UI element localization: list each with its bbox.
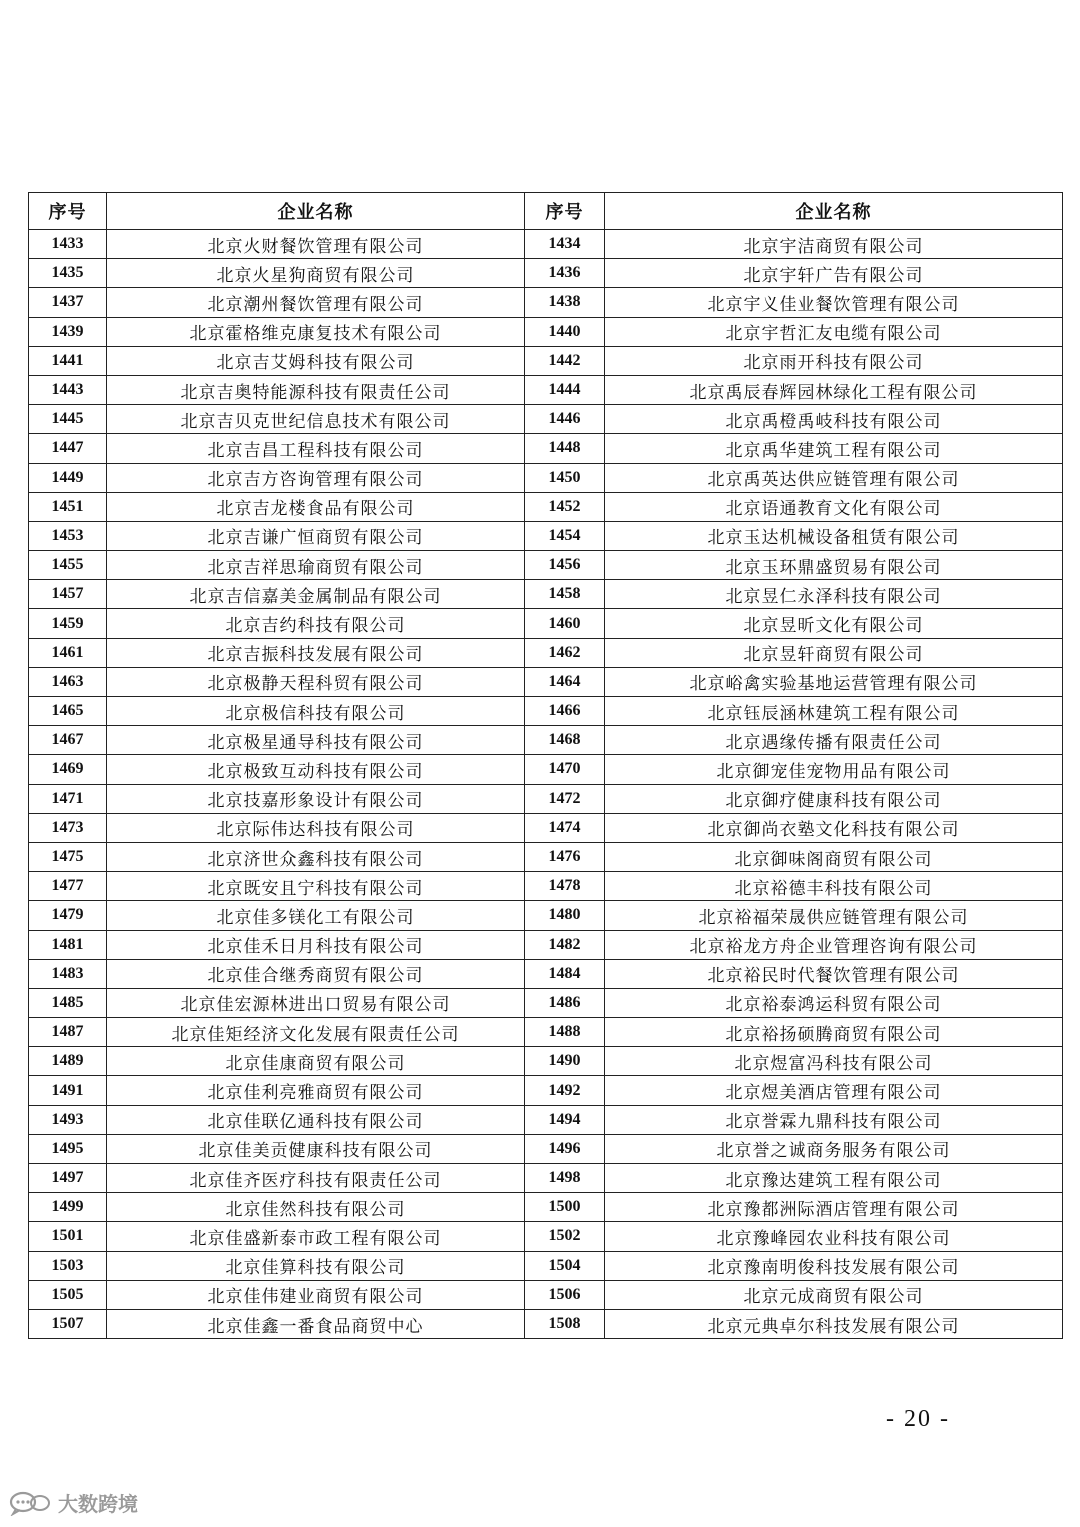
company-name-right: 北京禹英达供应链管理有限公司 (605, 463, 1063, 492)
serial-number-right: 1456 (525, 551, 605, 580)
table-row (29, 609, 1063, 638)
table-row (29, 1164, 1063, 1193)
company-name-left: 北京火星狗商贸有限公司 (107, 259, 525, 288)
serial-number-left: 1501 (29, 1222, 107, 1251)
serial-number-left: 1479 (29, 901, 107, 930)
serial-number-left: 1463 (29, 667, 107, 696)
company-name-right: 北京宇轩广告有限公司 (605, 259, 1063, 288)
serial-number-left: 1491 (29, 1076, 107, 1105)
serial-number-left: 1445 (29, 405, 107, 434)
serial-number-left: 1503 (29, 1251, 107, 1280)
serial-number-right: 1478 (525, 872, 605, 901)
serial-number-right: 1440 (525, 317, 605, 346)
header-serial-right: 序号 (525, 193, 605, 230)
company-name-left: 北京吉昌工程科技有限公司 (107, 434, 525, 463)
serial-number-right: 1496 (525, 1134, 605, 1163)
serial-number-left: 1465 (29, 697, 107, 726)
company-name-right: 北京裕德丰科技有限公司 (605, 872, 1063, 901)
table-row (29, 288, 1063, 317)
serial-number-right: 1476 (525, 842, 605, 871)
header-serial-left: 序号 (29, 193, 107, 230)
serial-number-right: 1506 (525, 1280, 605, 1309)
company-name-right: 北京元成商贸有限公司 (605, 1280, 1063, 1309)
serial-number-right: 1460 (525, 609, 605, 638)
company-name-right: 北京御宠佳宠物用品有限公司 (605, 755, 1063, 784)
speech-bubble-icon (8, 1490, 52, 1516)
table-row (29, 375, 1063, 404)
table-row (29, 434, 1063, 463)
table-row (29, 930, 1063, 959)
table-row (29, 259, 1063, 288)
company-name-right: 北京雨开科技有限公司 (605, 346, 1063, 375)
serial-number-right: 1446 (525, 405, 605, 434)
company-name-left: 北京佳合继秀商贸有限公司 (107, 959, 525, 988)
serial-number-right: 1442 (525, 346, 605, 375)
table-row (29, 813, 1063, 842)
company-name-right: 北京昱轩商贸有限公司 (605, 638, 1063, 667)
company-name-right: 北京豫都洲际酒店管理有限公司 (605, 1193, 1063, 1222)
table-row (29, 1105, 1063, 1134)
serial-number-right: 1486 (525, 988, 605, 1017)
serial-number-right: 1504 (525, 1251, 605, 1280)
serial-number-left: 1435 (29, 259, 107, 288)
table-row (29, 872, 1063, 901)
serial-number-left: 1461 (29, 638, 107, 667)
company-name-right: 北京峪禽实验基地运营管理有限公司 (605, 667, 1063, 696)
company-name-right: 北京昱仁永泽科技有限公司 (605, 580, 1063, 609)
serial-number-left: 1471 (29, 784, 107, 813)
serial-number-right: 1498 (525, 1164, 605, 1193)
company-name-left: 北京济世众鑫科技有限公司 (107, 842, 525, 871)
company-name-left: 北京吉信嘉美金属制品有限公司 (107, 580, 525, 609)
table-row (29, 1309, 1063, 1338)
table-row (29, 901, 1063, 930)
serial-number-right: 1468 (525, 726, 605, 755)
company-name-right: 北京煜美酒店管理有限公司 (605, 1076, 1063, 1105)
serial-number-right: 1482 (525, 930, 605, 959)
table-row (29, 1251, 1063, 1280)
table-row (29, 726, 1063, 755)
serial-number-right: 1480 (525, 901, 605, 930)
serial-number-right: 1472 (525, 784, 605, 813)
table-row (29, 784, 1063, 813)
serial-number-right: 1448 (525, 434, 605, 463)
header-company-name-right: 企业名称 (605, 193, 1063, 230)
serial-number-left: 1483 (29, 959, 107, 988)
company-name-right: 北京御尚衣塾文化科技有限公司 (605, 813, 1063, 842)
company-name-right: 北京御疗健康科技有限公司 (605, 784, 1063, 813)
company-name-right: 北京裕龙方舟企业管理咨询有限公司 (605, 930, 1063, 959)
serial-number-left: 1497 (29, 1164, 107, 1193)
company-name-left: 北京佳康商贸有限公司 (107, 1047, 525, 1076)
serial-number-right: 1450 (525, 463, 605, 492)
company-name-right: 北京遇缘传播有限责任公司 (605, 726, 1063, 755)
table-row (29, 463, 1063, 492)
serial-number-left: 1467 (29, 726, 107, 755)
serial-number-right: 1490 (525, 1047, 605, 1076)
serial-number-right: 1474 (525, 813, 605, 842)
serial-number-left: 1507 (29, 1309, 107, 1338)
table-row (29, 580, 1063, 609)
serial-number-right: 1500 (525, 1193, 605, 1222)
table-row (29, 1018, 1063, 1047)
serial-number-left: 1451 (29, 492, 107, 521)
serial-number-right: 1438 (525, 288, 605, 317)
serial-number-left: 1449 (29, 463, 107, 492)
company-name-left: 北京佳伟建业商贸有限公司 (107, 1280, 525, 1309)
serial-number-left: 1481 (29, 930, 107, 959)
company-name-left: 北京吉艾姆科技有限公司 (107, 346, 525, 375)
serial-number-left: 1485 (29, 988, 107, 1017)
company-name-right: 北京宇义佳业餐饮管理有限公司 (605, 288, 1063, 317)
table-row (29, 988, 1063, 1017)
serial-number-right: 1454 (525, 521, 605, 550)
table-row (29, 521, 1063, 550)
company-name-left: 北京吉贝克世纪信息技术有限公司 (107, 405, 525, 434)
table-header-row (29, 193, 1063, 230)
company-name-left: 北京吉奥特能源科技有限责任公司 (107, 375, 525, 404)
company-name-right: 北京玉环鼎盛贸易有限公司 (605, 551, 1063, 580)
table-row (29, 959, 1063, 988)
serial-number-right: 1470 (525, 755, 605, 784)
serial-number-left: 1455 (29, 551, 107, 580)
serial-number-left: 1499 (29, 1193, 107, 1222)
page-number: - 20 - (886, 1406, 950, 1432)
company-name-left: 北京吉振科技发展有限公司 (107, 638, 525, 667)
company-name-left: 北京佳鑫一番食品商贸中心 (107, 1309, 525, 1338)
serial-number-right: 1434 (525, 230, 605, 259)
company-name-right: 北京煜富冯科技有限公司 (605, 1047, 1063, 1076)
serial-number-left: 1457 (29, 580, 107, 609)
company-name-right: 北京元典卓尔科技发展有限公司 (605, 1309, 1063, 1338)
company-name-left: 北京佳联亿通科技有限公司 (107, 1105, 525, 1134)
table-row (29, 1134, 1063, 1163)
company-name-right: 北京昱昕文化有限公司 (605, 609, 1063, 638)
company-name-left: 北京极信科技有限公司 (107, 697, 525, 726)
serial-number-left: 1453 (29, 521, 107, 550)
serial-number-right: 1488 (525, 1018, 605, 1047)
serial-number-left: 1441 (29, 346, 107, 375)
company-name-left: 北京技嘉形象设计有限公司 (107, 784, 525, 813)
table-row (29, 1280, 1063, 1309)
company-name-left: 北京吉约科技有限公司 (107, 609, 525, 638)
serial-number-right: 1494 (525, 1105, 605, 1134)
company-name-left: 北京佳算科技有限公司 (107, 1251, 525, 1280)
company-name-left: 北京佳利亮雅商贸有限公司 (107, 1076, 525, 1105)
table-row (29, 346, 1063, 375)
company-name-left: 北京佳美贡健康科技有限公司 (107, 1134, 525, 1163)
company-name-left: 北京吉龙楼食品有限公司 (107, 492, 525, 521)
company-name-right: 北京豫峰园农业科技有限公司 (605, 1222, 1063, 1251)
serial-number-left: 1475 (29, 842, 107, 871)
company-name-left: 北京佳多镁化工有限公司 (107, 901, 525, 930)
table-row (29, 405, 1063, 434)
serial-number-left: 1443 (29, 375, 107, 404)
table-row (29, 230, 1063, 259)
company-name-left: 北京佳盛新泰市政工程有限公司 (107, 1222, 525, 1251)
serial-number-right: 1444 (525, 375, 605, 404)
company-name-right: 北京禹辰春辉园林绿化工程有限公司 (605, 375, 1063, 404)
table-row (29, 317, 1063, 346)
serial-number-right: 1484 (525, 959, 605, 988)
table-row (29, 1222, 1063, 1251)
table-row (29, 492, 1063, 521)
serial-number-right: 1466 (525, 697, 605, 726)
table-row (29, 697, 1063, 726)
serial-number-left: 1495 (29, 1134, 107, 1163)
serial-number-left: 1437 (29, 288, 107, 317)
serial-number-right: 1492 (525, 1076, 605, 1105)
serial-number-left: 1439 (29, 317, 107, 346)
serial-number-right: 1508 (525, 1309, 605, 1338)
serial-number-right: 1462 (525, 638, 605, 667)
company-name-left: 北京霍格维克康复技术有限公司 (107, 317, 525, 346)
company-name-left: 北京佳宏源林进出口贸易有限公司 (107, 988, 525, 1017)
company-name-left: 北京火财餐饮管理有限公司 (107, 230, 525, 259)
company-name-left: 北京佳禾日月科技有限公司 (107, 930, 525, 959)
company-list-table (28, 192, 1063, 1339)
table-row (29, 755, 1063, 784)
company-name-left: 北京极致互动科技有限公司 (107, 755, 525, 784)
company-name-left: 北京既安且宁科技有限公司 (107, 872, 525, 901)
company-name-right: 北京豫达建筑工程有限公司 (605, 1164, 1063, 1193)
table-row (29, 842, 1063, 871)
company-name-right: 北京裕民时代餐饮管理有限公司 (605, 959, 1063, 988)
serial-number-left: 1447 (29, 434, 107, 463)
company-name-right: 北京豫南明俊科技发展有限公司 (605, 1251, 1063, 1280)
table-row (29, 1193, 1063, 1222)
table-row (29, 667, 1063, 696)
serial-number-left: 1493 (29, 1105, 107, 1134)
company-name-right: 北京裕福荣晟供应链管理有限公司 (605, 901, 1063, 930)
serial-number-right: 1452 (525, 492, 605, 521)
company-name-right: 北京钰辰涵林建筑工程有限公司 (605, 697, 1063, 726)
serial-number-left: 1489 (29, 1047, 107, 1076)
serial-number-left: 1459 (29, 609, 107, 638)
serial-number-right: 1458 (525, 580, 605, 609)
serial-number-left: 1473 (29, 813, 107, 842)
company-name-right: 北京宇哲汇友电缆有限公司 (605, 317, 1063, 346)
company-name-left: 北京佳然科技有限公司 (107, 1193, 525, 1222)
company-name-right: 北京宇洁商贸有限公司 (605, 230, 1063, 259)
serial-number-left: 1433 (29, 230, 107, 259)
watermark-text: 大数跨境 (58, 1492, 138, 1516)
company-name-right: 北京裕泰鸿运科贸有限公司 (605, 988, 1063, 1017)
company-name-right: 北京禹橙禹岐科技有限公司 (605, 405, 1063, 434)
table-body (29, 230, 1063, 1339)
serial-number-right: 1502 (525, 1222, 605, 1251)
table-row (29, 1047, 1063, 1076)
company-name-right: 北京裕扬硕腾商贸有限公司 (605, 1018, 1063, 1047)
company-name-right: 北京御味阁商贸有限公司 (605, 842, 1063, 871)
serial-number-right: 1464 (525, 667, 605, 696)
company-name-right: 北京禹华建筑工程有限公司 (605, 434, 1063, 463)
serial-number-left: 1477 (29, 872, 107, 901)
serial-number-left: 1487 (29, 1018, 107, 1047)
company-name-left: 北京吉谦广恒商贸有限公司 (107, 521, 525, 550)
table-row (29, 1076, 1063, 1105)
company-name-right: 北京语通教育文化有限公司 (605, 492, 1063, 521)
company-name-left: 北京吉祥思瑜商贸有限公司 (107, 551, 525, 580)
company-name-left: 北京极静天程科贸有限公司 (107, 667, 525, 696)
company-name-left: 北京佳齐医疗科技有限责任公司 (107, 1164, 525, 1193)
company-name-left: 北京佳矩经济文化发展有限责任公司 (107, 1018, 525, 1047)
header-company-name-left: 企业名称 (107, 193, 525, 230)
watermark (8, 1488, 138, 1517)
serial-number-left: 1469 (29, 755, 107, 784)
company-name-left: 北京潮州餐饮管理有限公司 (107, 288, 525, 317)
company-name-right: 北京玉达机械设备租赁有限公司 (605, 521, 1063, 550)
serial-number-left: 1505 (29, 1280, 107, 1309)
company-name-left: 北京际伟达科技有限公司 (107, 813, 525, 842)
company-name-right: 北京誉霖九鼎科技有限公司 (605, 1105, 1063, 1134)
company-name-left: 北京吉方咨询管理有限公司 (107, 463, 525, 492)
company-name-left: 北京极星通导科技有限公司 (107, 726, 525, 755)
serial-number-right: 1436 (525, 259, 605, 288)
table-row (29, 638, 1063, 667)
table-row (29, 551, 1063, 580)
company-name-right: 北京誉之诚商务服务有限公司 (605, 1134, 1063, 1163)
